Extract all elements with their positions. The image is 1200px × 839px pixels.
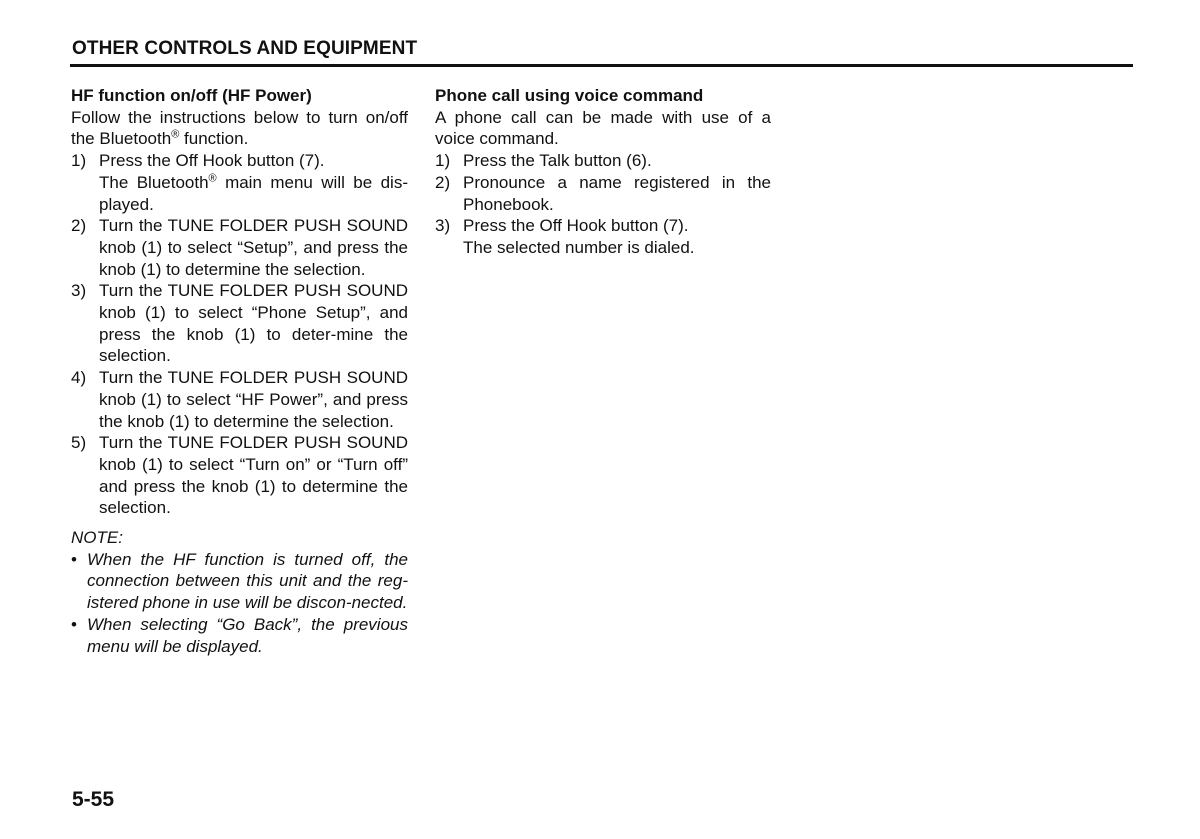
step-number: 2)	[71, 216, 87, 236]
step-number: 3)	[71, 281, 87, 301]
page-number: 5-55	[72, 788, 115, 811]
note-title: NOTE:	[71, 528, 123, 548]
step-text: Pronounce a name registered in the Phonebook.	[463, 172, 771, 214]
step-number: 1)	[435, 151, 451, 171]
right-column	[435, 85, 771, 259]
intro-paragraph: Follow the instructions below to turn on/off the Bluetooth® function.	[71, 107, 408, 149]
left-column	[71, 85, 408, 657]
step-number: 5)	[71, 433, 87, 453]
step-item: 1) Press the Off Hook button (7). The Bluetooth® main menu will be dis-played.	[71, 151, 408, 214]
step-text: Turn the TUNE FOLDER PUSH SOUND knob (1) to select “Setup”, and press the knob (1) to determine the selection.	[99, 216, 408, 279]
step-number: 1)	[71, 151, 87, 171]
voice-intro-paragraph: A phone call can be made with use of a voice command.	[435, 107, 771, 149]
step-text: Turn the TUNE FOLDER PUSH SOUND knob (1) to select “Turn on” or “Turn off” and press the knob (1) to determine the selection.	[99, 433, 408, 518]
registered-mark: ®	[171, 128, 180, 141]
step-item	[435, 215, 771, 258]
step-text: Turn the TUNE FOLDER PUSH SOUND knob (1) to select “Phone Setup”, and press the knob (1) to deter-mine the selection.	[99, 281, 408, 366]
registered-mark: ®	[208, 172, 217, 185]
step-item	[71, 215, 408, 280]
step-result-text: The selected number is dialed.	[463, 237, 695, 257]
header-rule	[70, 64, 1133, 67]
step-item	[71, 367, 408, 432]
step-number: 2)	[435, 172, 451, 192]
note-list	[71, 549, 408, 658]
step-text: Press the Talk button (6).	[463, 151, 652, 171]
step-number: 4)	[71, 368, 87, 388]
note-item: • When the HF function is turned off, the connection between this unit and the reg-istered phone in use will be discon-nected.	[71, 549, 408, 613]
section-heading-voice-call: Phone call using voice command	[435, 86, 704, 105]
bullet-icon: •	[71, 549, 77, 569]
voice-call-steps	[435, 150, 771, 259]
note-item: • When selecting “Go Back”, the previous menu will be displayed.	[71, 614, 408, 656]
section-heading-hf-power: HF function on/off (HF Power)	[71, 86, 312, 105]
step-item	[435, 150, 771, 172]
bullet-icon: •	[71, 614, 77, 634]
step-text: Turn the TUNE FOLDER PUSH SOUND knob (1) to select “HF Power”, and press the knob (1) to determine the selection.	[99, 368, 408, 431]
step-text: Press the Off Hook button (7).	[99, 151, 325, 171]
step-item	[435, 172, 771, 215]
hf-power-steps	[71, 150, 408, 519]
step-text: Press the Off Hook button (7).	[463, 216, 689, 236]
step-item	[71, 432, 408, 519]
page-header-title: OTHER CONTROLS AND EQUIPMENT	[72, 38, 418, 59]
step-number: 3)	[435, 216, 451, 236]
step-item	[71, 280, 408, 367]
